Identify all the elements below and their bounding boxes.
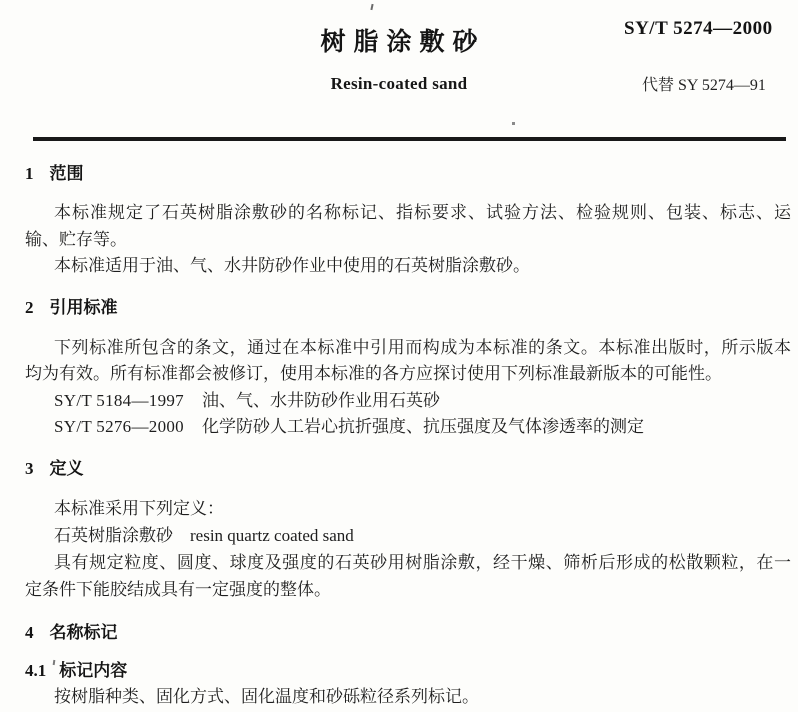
definitions-intro-line: 本标准采用下列定义： [54,499,224,518]
page-subtitle-english: Resin-coated sand [330,74,468,93]
referenced-standard-title: 化学防砂人工岩心抗折强度、抗压强度及气体渗透率的测定 [201,417,644,436]
referenced-standard-code: SY/T 5184—1997 [54,391,184,410]
section-4-title: 名称标记 [49,623,118,642]
section-2-title: 引用标准 [49,298,118,317]
referenced-standard-title: 油、气、水井防砂作业用石英砂 [201,391,440,410]
section-3-title: 定义 [49,459,84,478]
section-2-number: 2 [25,298,34,317]
scope-paragraph-line: 输、贮存等。 [25,230,127,249]
section-4-number: 4 [25,623,34,642]
scope-paragraph-line: 本标准规定了石英树脂涂敷砂的名称标记、指标要求、试验方法、检验规则、包装、标志、运 [54,203,791,222]
definition-paragraph-line: 定条件下能胶结成具有一定强度的整体。 [25,580,331,599]
definition-paragraph-line: 具有规定粒度、圆度、球度及强度的石英砂用树脂涂敷，经干燥、筛析后形成的松散颗粒，在一 [54,553,791,572]
term-english: resin quartz coated sand [190,526,354,545]
references-paragraph-line: 下列标准所包含的条文，通过在本标准中引用而构成为本标准的条文。本标准出版时，所示版本 [54,338,791,357]
term-line [25,525,791,546]
supersedes-note: 代替 SY 5274—91 [642,77,766,94]
section-1-heading [25,163,791,184]
scan-speck [370,4,373,10]
section-3-heading [25,458,791,479]
term-chinese: 石英树脂涂敷砂 [54,526,173,545]
section-1-title: 范围 [49,164,84,183]
subsection-4-1-title: 标记内容 [59,661,128,680]
scan-speck [512,122,515,125]
referenced-standard-code: SY/T 5276—2000 [54,417,184,436]
header-divider-rule [33,137,786,141]
scope-paragraph-line: 本标准适用于油、气、水井防砂作业中使用的石英树脂涂敷砂。 [54,256,530,275]
referenced-standard-item [25,416,791,437]
standard-code: SY/T 5274—2000 [624,18,773,39]
section-4-heading [25,622,791,643]
naming-paragraph-line: 按树脂种类、固化方式、固化温度和砂砾粒径系列标记。 [54,687,479,706]
section-2-heading [25,297,791,318]
referenced-standard-item [25,390,791,411]
section-1-number: 1 [25,164,34,183]
subsection-4-1-number: 4.1 [25,661,47,680]
section-3-number: 3 [25,459,34,478]
references-paragraph-line: 均为有效。所有标准都会被修订，使用本标准的各方应探讨使用下列标准最新版本的可能性。 [25,364,722,383]
page-title: 树脂涂敷砂 [320,28,486,56]
subsection-4-1-heading [25,660,791,681]
